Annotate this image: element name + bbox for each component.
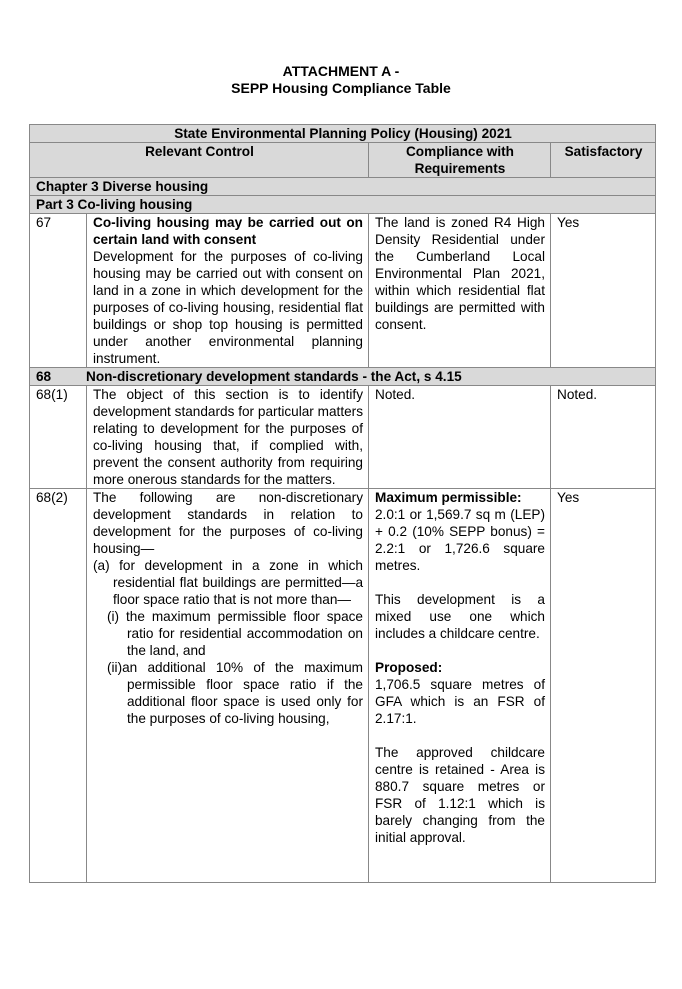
- max-permissible-heading: Maximum permissible:: [375, 490, 522, 505]
- table-title-row: [30, 125, 656, 143]
- compliance-text: The land is zoned R4 High Density Residential under the Cumberland Local Environmental Plan 2021, within which residential flat buildings are permitted with consent.: [369, 214, 551, 368]
- mixed-use-text: This development is a mixed use one which includes a childcare centre.: [375, 592, 545, 641]
- clause-number: 68(1): [30, 386, 87, 489]
- chapter-row: [30, 178, 656, 196]
- compliance-text: [369, 489, 551, 883]
- control-item-i: (i) the maximum permissible floor space ratio for residential accommodation on the land, and: [107, 609, 363, 658]
- clause-number: 68(2): [30, 489, 87, 883]
- header-compliance-line1: Compliance with: [405, 144, 514, 159]
- table-header-row: [30, 143, 656, 178]
- control-heading: Co-living housing may be carried out on certain land with consent: [93, 215, 363, 247]
- part-row: [30, 196, 656, 214]
- section-title: Non-discretionary development standards - the Act, s 4.15: [86, 369, 462, 384]
- control-body: Development for the purposes of co-living housing may be carried out with consent on land in a zone in which development for the purposes of co-living housing, residential flat buildings or shop top housing is permitted under another environmental planning instrument.: [93, 249, 363, 366]
- childcare-text: The approved childcare centre is retained - Area is 880.7 square metres or FSR of 1.12:1 which is barely changing from the initial approval.: [375, 745, 545, 845]
- section-number: 68: [36, 369, 52, 384]
- satisfactory-value: Noted.: [551, 386, 656, 489]
- control-intro: The following are non-discretionary development standards in relation to development for the purposes of co-living housing—: [93, 490, 363, 556]
- compliance-text: Noted.: [369, 386, 551, 489]
- proposed-text: 1,706.5 square metres of GFA which is an FSR of 2.17:1.: [375, 677, 545, 726]
- satisfactory-value: Yes: [551, 214, 656, 368]
- control-text: The object of this section is to identify development standards for particular matters relating to development for the purposes of co-living housing that, if complied with, prevent the consent authority from requiring more onerous standards for the matters.: [87, 386, 369, 489]
- compliance-table: [29, 124, 656, 883]
- header-compliance: [369, 143, 551, 178]
- header-satisfactory: Satisfactory: [551, 143, 656, 178]
- header-relevant-control: Relevant Control: [30, 143, 369, 178]
- chapter-heading: Chapter 3 Diverse housing: [30, 178, 656, 196]
- proposed-heading: Proposed:: [375, 660, 443, 675]
- clause-number: 67: [30, 214, 87, 368]
- part-heading: Part 3 Co-living housing: [30, 196, 656, 214]
- section-heading: [30, 368, 656, 386]
- header-compliance-line2: Requirements: [414, 161, 506, 176]
- table-row: [30, 214, 656, 368]
- table-row: [30, 489, 656, 883]
- document-title: SEPP Housing Compliance Table: [231, 80, 451, 96]
- table-row: [30, 386, 656, 489]
- control-item-ii: (ii)an additional 10% of the maximum permissible floor space ratio if the additional floor space is used only for the purposes of co-living housing,: [107, 660, 363, 726]
- attachment-title: ATTACHMENT A -: [282, 63, 400, 79]
- section-row: [30, 368, 656, 386]
- control-item-a: (a) for development in a zone in which residential flat buildings are permitted—a floor space ratio that is not more than—: [93, 558, 363, 607]
- satisfactory-value: Yes: [551, 489, 656, 883]
- control-text: [87, 214, 369, 368]
- max-permissible-text: 2.0:1 or 1,569.7 sq m (LEP) + 0.2 (10% SEPP bonus) = 2.2:1 or 1,726.6 square metres.: [375, 507, 545, 573]
- control-text: [87, 489, 369, 883]
- table-title: State Environmental Planning Policy (Housing) 2021: [30, 125, 656, 143]
